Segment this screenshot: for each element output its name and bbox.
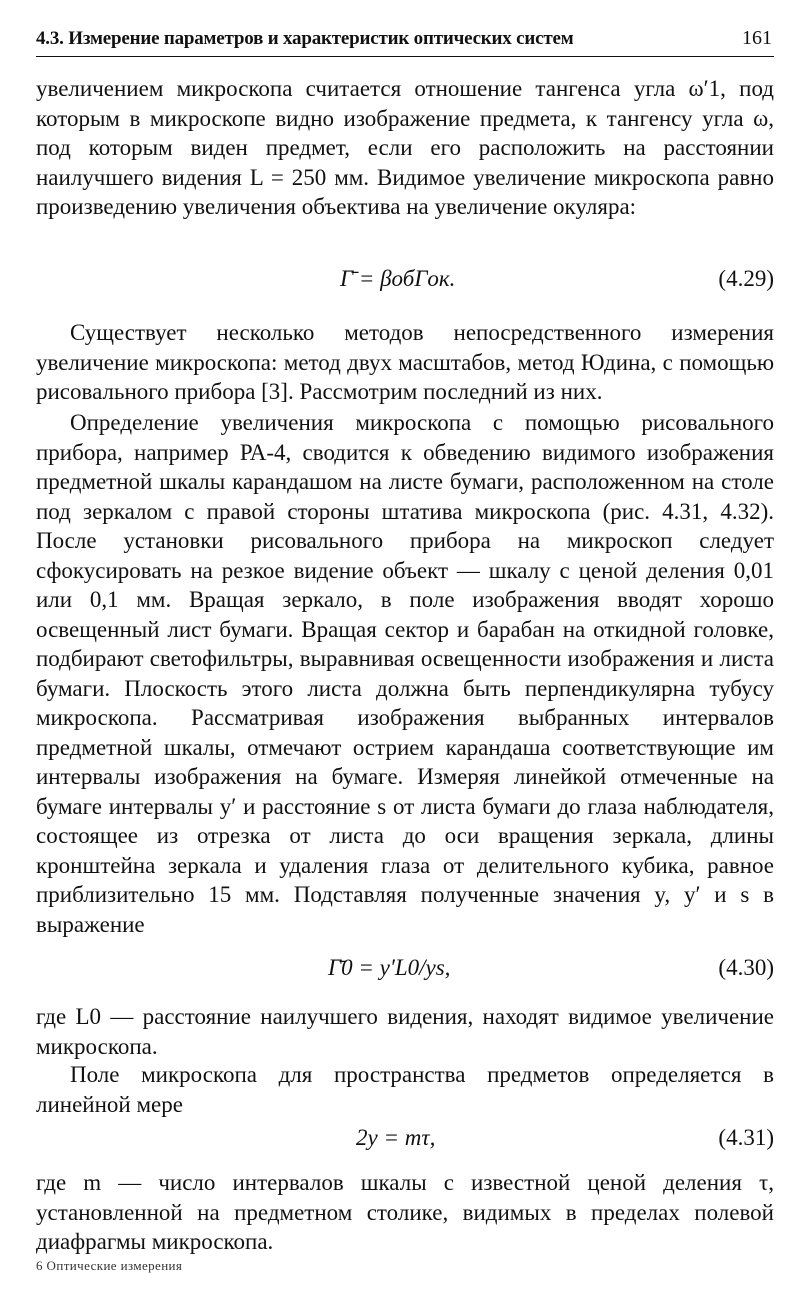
equation-number: (4.29) — [718, 266, 774, 291]
paragraph-6: где m — число интервалов шкалы с известной ценой деления τ, установленной на предметном столике, видимых в пределах полевой диафрагмы микроскопа. — [36, 1170, 774, 1254]
formula-4-31 — [36, 1125, 774, 1157]
page-footer: 6 Оптические измерения — [36, 1258, 183, 1273]
formula-expression: 2y = mτ, — [356, 1125, 436, 1150]
paragraph-1: увеличением микроскопа считается отношение тангенса угла ω′1, под которым в микроскопе видно изображение предмета, к тангенсу угла ω, под которым виден предмет, если его расположить на расстоянии наилучшего видения L = 250 мм. Видимое увеличение микроскопа равно произведению увеличения объектива на увеличение окуляра: — [36, 76, 774, 219]
formula-expression: Γ̄ = βобΓок. — [340, 266, 456, 291]
formula-4-30 — [36, 955, 774, 987]
page-number: 161 — [742, 27, 772, 49]
equation-number: (4.30) — [718, 955, 774, 980]
page-header — [36, 26, 774, 57]
formula-expression: Γ̄0 = y′L0/ys, — [328, 955, 451, 980]
paragraph-3: Определение увеличения микроскопа с помощью рисовального прибора, например РА-4, сводится к обведению видимого изображения предметной шкалы карандашом на листе бумаги, расположенном на столе под зеркалом с правой стороны штатива микроскопа (рис. 4.31, 4.32). После установки рисовального прибора на микроскоп следует сфокусировать на резкое видение объект — шкалу с ценой деления 0,01 или 0,1 мм. Вращая зеркало, в поле изображения вводят хорошо освещенный лист бумаги. Вращая сектор и барабан на откидной головке, подбирают светофильтры, выравнивая освещенности изображения и листа бумаги. Плоскость этого листа должна быть перпендикулярна тубусу микроскопа. Рассматривая изображения выбранных интервалов предметной шкалы, отмечают острием карандаша соответствующие им интервалы изображения на бумаге. Измеряя линейкой отмеченные на бумаге интервалы y′ и расстояние s от листа бумаги до глаза наблюдателя, состоящее из отрезка от листа до оси вращения зеркала, длины кронштейна зеркала и удаления глаза от делительного кубика, равное приблизительно 15 мм. Подставляя полученные значения y, y′ и s в выражение — [36, 410, 774, 937]
paragraph-5: Поле микроскопа для пространства предметов определяется в линейной мере — [36, 1062, 774, 1117]
running-head: 4.3. Измерение параметров и характеристик оптических систем — [36, 28, 574, 49]
paragraph-4: где L0 — расстояние наилучшего видения, находят видимое увеличение микроскопа. — [36, 1004, 774, 1059]
equation-number: (4.31) — [718, 1125, 774, 1150]
paragraph-2: Существует несколько методов непосредственного измерения увеличение микроскопа: метод двух масштабов, метод Юдина, с помощью рисовального прибора [3]. Рассмотрим последний из них. — [36, 320, 774, 404]
formula-4-29 — [36, 266, 774, 298]
